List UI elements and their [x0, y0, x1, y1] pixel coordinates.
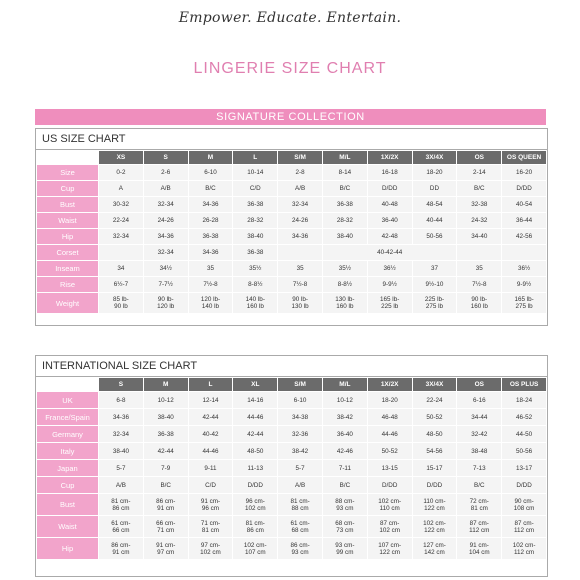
table-cell: 38-48 — [457, 443, 501, 459]
us-chart-title: US SIZE CHART — [36, 129, 547, 150]
column-header: XL — [233, 378, 277, 391]
table-row — [37, 538, 546, 559]
column-header: OS QUEEN — [502, 151, 546, 164]
table-cell: 7-11 — [323, 460, 367, 476]
table-cell: 32-34 — [99, 229, 143, 244]
table-cell: 10-12 — [144, 392, 188, 408]
row-label: Rise — [37, 277, 98, 292]
table-cell: 120 lb- 140 lb — [189, 293, 233, 313]
table-row — [37, 409, 546, 425]
table-cell: 86 cm- 91 cm — [99, 538, 143, 559]
table-cell: 24-26 — [278, 213, 322, 228]
column-header: M — [144, 378, 188, 391]
table-cell: C/D — [233, 181, 277, 196]
column-header: 1X/2X — [368, 151, 412, 164]
table-cell: 165 lb- 275 lb — [502, 293, 546, 313]
table-cell: 9-11 — [189, 460, 233, 476]
row-label: Bust — [37, 197, 98, 212]
table-cell: B/C — [457, 477, 501, 493]
table-cell: 61 cm- 66 cm — [99, 516, 143, 537]
table-cell: 40-42 — [189, 426, 233, 442]
table-cell: 87 cm- 112 cm — [502, 516, 546, 537]
table-cell: 28-32 — [233, 213, 277, 228]
table-cell: 32-42 — [457, 426, 501, 442]
table-cell: 5-7 — [278, 460, 322, 476]
table-cell: 61 cm- 68 cm — [278, 516, 322, 537]
table-cell: 2-8 — [278, 165, 322, 180]
table-cell: 40-44 — [413, 213, 457, 228]
table-cell: 34-36 — [189, 197, 233, 212]
table-cell: D/DD — [413, 477, 457, 493]
row-label: Italy — [37, 443, 98, 459]
table-cell: 7½-8 — [278, 277, 322, 292]
table-cell: 13-17 — [502, 460, 546, 476]
table-cell: 36-38 — [233, 197, 277, 212]
table-cell: 36-38 — [233, 245, 277, 260]
table-cell: 96 cm- 102 cm — [233, 494, 277, 515]
table-cell: 35 — [189, 261, 233, 276]
table-cell: B/C — [323, 477, 367, 493]
table-cell: 81 cm- 86 cm — [233, 516, 277, 537]
us-size-table — [36, 150, 547, 314]
table-cell: A/B — [144, 181, 188, 196]
table-cell: 14-16 — [233, 392, 277, 408]
column-header: S/M — [278, 378, 322, 391]
table-cell: 34 — [99, 261, 143, 276]
table-cell: 36½ — [368, 261, 412, 276]
collection-banner: SIGNATURE COLLECTION — [35, 109, 546, 125]
table-row — [37, 229, 546, 244]
table-cell: 68 cm- 73 cm — [323, 516, 367, 537]
table-cell: 36½ — [502, 261, 546, 276]
table-cell: 11-13 — [233, 460, 277, 476]
table-cell: 46-52 — [502, 409, 546, 425]
table-cell: 40-42-44 — [323, 245, 456, 260]
table-cell: 36-38 — [189, 229, 233, 244]
table-cell: 225 lb- 275 lb — [413, 293, 457, 313]
table-cell: C/D — [189, 477, 233, 493]
table-cell: 38-42 — [323, 409, 367, 425]
table-cell: 42-56 — [502, 229, 546, 244]
table-cell: 86 cm- 91 cm — [144, 494, 188, 515]
table-cell: 9-9½ — [502, 277, 546, 292]
table-cell: 22-24 — [413, 392, 457, 408]
table-cell: 87 cm- 112 cm — [457, 516, 501, 537]
table-cell: 9-9½ — [368, 277, 412, 292]
intl-chart-title: INTERNATIONAL SIZE CHART — [36, 356, 547, 377]
table-cell: 44-46 — [233, 409, 277, 425]
table-cell: 22-24 — [99, 213, 143, 228]
table-cell: 107 cm- 122 cm — [368, 538, 412, 559]
table-cell: 127 cm- 142 cm — [413, 538, 457, 559]
table-cell: 72 cm- 81 cm — [457, 494, 501, 515]
table-row — [37, 213, 546, 228]
table-cell: A/B — [278, 477, 322, 493]
table-cell: 6½-7 — [99, 277, 143, 292]
row-label: Size — [37, 165, 98, 180]
table-cell: 35½ — [323, 261, 367, 276]
table-cell: 81 cm- 86 cm — [99, 494, 143, 515]
table-cell: 18-20 — [368, 392, 412, 408]
table-cell: 91 cm- 97 cm — [144, 538, 188, 559]
table-cell: 90 cm- 108 cm — [502, 494, 546, 515]
table-cell: 35½ — [233, 261, 277, 276]
column-header: 3X/4X — [413, 151, 457, 164]
table-cell: 10-12 — [323, 392, 367, 408]
table-row — [37, 245, 546, 260]
table-row — [37, 277, 546, 292]
column-header: OS — [457, 378, 501, 391]
table-cell: 50-52 — [413, 409, 457, 425]
table-row — [37, 181, 546, 196]
table-cell: 110 cm- 122 cm — [413, 494, 457, 515]
table-cell: D/DD — [502, 181, 546, 196]
table-cell: 165 lb- 225 lb — [368, 293, 412, 313]
column-header: S — [144, 151, 188, 164]
table-row — [37, 477, 546, 493]
row-label: Germany — [37, 426, 98, 442]
table-cell: 34-40 — [457, 229, 501, 244]
table-row — [37, 494, 546, 515]
table-cell: 102 cm- 107 cm — [233, 538, 277, 559]
column-header: 3X/4X — [413, 378, 457, 391]
table-cell: 6-8 — [99, 392, 143, 408]
row-label: Inseam — [37, 261, 98, 276]
column-header: OS — [457, 151, 501, 164]
table-corner — [37, 151, 98, 164]
table-cell: 44-50 — [502, 426, 546, 442]
table-cell: 36-40 — [323, 426, 367, 442]
table-cell: 18-24 — [502, 392, 546, 408]
table-cell: 13-15 — [368, 460, 412, 476]
table-cell: 40-48 — [368, 197, 412, 212]
table-cell: D/DD — [368, 181, 412, 196]
column-header: M/L — [323, 151, 367, 164]
table-cell: 34½ — [144, 261, 188, 276]
table-cell: 8-8½ — [233, 277, 277, 292]
table-cell: 6-10 — [278, 392, 322, 408]
table-cell — [278, 245, 322, 260]
table-cell: 90 lb- 130 lb — [278, 293, 322, 313]
table-cell: 7½-8 — [457, 277, 501, 292]
table-row — [37, 197, 546, 212]
table-row — [37, 392, 546, 408]
table-cell: 9½-10 — [413, 277, 457, 292]
table-row — [37, 261, 546, 276]
table-cell: 40-54 — [502, 197, 546, 212]
table-cell: 38-40 — [99, 443, 143, 459]
table-cell: 50-52 — [368, 443, 412, 459]
table-cell: 87 cm- 102 cm — [368, 516, 412, 537]
table-cell: 34-36 — [99, 409, 143, 425]
table-cell: 38-40 — [323, 229, 367, 244]
table-cell: 32-38 — [457, 197, 501, 212]
table-cell: 71 cm- 81 cm — [189, 516, 233, 537]
table-cell: 102 cm- 112 cm — [502, 538, 546, 559]
table-cell: 2-14 — [457, 165, 501, 180]
table-cell: 32-34 — [144, 245, 188, 260]
table-cell: B/C — [323, 181, 367, 196]
row-label: UK — [37, 392, 98, 408]
table-cell: 15-17 — [413, 460, 457, 476]
table-row — [37, 443, 546, 459]
table-cell: A/B — [278, 181, 322, 196]
table-cell: 38-40 — [233, 229, 277, 244]
table-row — [37, 426, 546, 442]
table-cell: 44-46 — [368, 426, 412, 442]
table-cell: 36-40 — [368, 213, 412, 228]
row-label: Bust — [37, 494, 98, 515]
table-cell: 7-7½ — [144, 277, 188, 292]
table-cell: D/DD — [368, 477, 412, 493]
table-cell: 81 cm- 88 cm — [278, 494, 322, 515]
row-label: Hip — [37, 538, 98, 559]
table-cell: 30-32 — [99, 197, 143, 212]
table-cell — [457, 245, 501, 260]
row-label: France/Spain — [37, 409, 98, 425]
table-cell: 85 lb- 90 lb — [99, 293, 143, 313]
table-cell: 42-44 — [233, 426, 277, 442]
table-cell: 34-36 — [189, 245, 233, 260]
table-cell: 2-6 — [144, 165, 188, 180]
table-cell: 130 lb- 160 lb — [323, 293, 367, 313]
table-cell: 42-48 — [368, 229, 412, 244]
table-cell — [502, 245, 546, 260]
table-cell: 36-38 — [323, 197, 367, 212]
table-cell: 0-2 — [99, 165, 143, 180]
table-cell: 48-54 — [413, 197, 457, 212]
table-cell: 91 cm- 104 cm — [457, 538, 501, 559]
table-cell: 90 lb- 160 lb — [457, 293, 501, 313]
table-cell: 140 lb- 160 lb — [233, 293, 277, 313]
table-cell: 6-16 — [457, 392, 501, 408]
column-header: S/M — [278, 151, 322, 164]
column-header: L — [189, 378, 233, 391]
table-cell: 16-18 — [368, 165, 412, 180]
table-cell: 34-38 — [278, 409, 322, 425]
table-row — [37, 516, 546, 537]
row-label: Corset — [37, 245, 98, 260]
table-cell: 36-44 — [502, 213, 546, 228]
table-cell: D/DD — [233, 477, 277, 493]
column-header: S — [99, 378, 143, 391]
table-cell: 16-20 — [502, 165, 546, 180]
table-cell: 32-36 — [278, 426, 322, 442]
table-cell: A — [99, 181, 143, 196]
table-cell: 18-20 — [413, 165, 457, 180]
table-cell: 97 cm- 102 cm — [189, 538, 233, 559]
table-cell: 6-10 — [189, 165, 233, 180]
row-label: Waist — [37, 516, 98, 537]
table-cell: 32-34 — [99, 426, 143, 442]
table-cell: A/B — [99, 477, 143, 493]
table-cell: 36-38 — [144, 426, 188, 442]
column-header: M/L — [323, 378, 367, 391]
row-label: Japan — [37, 460, 98, 476]
table-cell: 86 cm- 93 cm — [278, 538, 322, 559]
table-cell: 35 — [278, 261, 322, 276]
table-cell: 35 — [457, 261, 501, 276]
column-header: XS — [99, 151, 143, 164]
table-cell: 42-46 — [323, 443, 367, 459]
table-cell: 102 cm- 122 cm — [413, 516, 457, 537]
table-cell: 44-46 — [189, 443, 233, 459]
page-title: LINGERIE SIZE CHART — [193, 60, 387, 77]
table-cell: B/C — [457, 181, 501, 196]
international-size-chart — [35, 355, 548, 577]
table-corner — [37, 378, 98, 391]
table-cell: 26-28 — [189, 213, 233, 228]
table-row — [37, 293, 546, 313]
table-cell: 42-44 — [189, 409, 233, 425]
table-cell: 93 cm- 99 cm — [323, 538, 367, 559]
table-cell: 24-32 — [457, 213, 501, 228]
intl-size-table — [36, 377, 547, 560]
table-cell: D/DD — [502, 477, 546, 493]
table-cell: B/C — [189, 181, 233, 196]
table-cell: 48-50 — [233, 443, 277, 459]
table-cell: 54-56 — [413, 443, 457, 459]
table-cell: 88 cm- 93 cm — [323, 494, 367, 515]
table-cell: 24-26 — [144, 213, 188, 228]
table-cell: 90 lb- 120 lb — [144, 293, 188, 313]
table-cell: 12-14 — [189, 392, 233, 408]
row-label: Waist — [37, 213, 98, 228]
table-cell: 5-7 — [99, 460, 143, 476]
table-cell: 7-13 — [457, 460, 501, 476]
table-cell: 37 — [413, 261, 457, 276]
table-cell — [99, 245, 143, 260]
table-cell: 7½-8 — [189, 277, 233, 292]
table-cell: 7-9 — [144, 460, 188, 476]
column-header: L — [233, 151, 277, 164]
table-cell: 38-42 — [278, 443, 322, 459]
table-cell: 34-36 — [278, 229, 322, 244]
table-cell: 8-14 — [323, 165, 367, 180]
row-label: Cup — [37, 477, 98, 493]
table-cell: 46-48 — [368, 409, 412, 425]
table-cell: 8-8½ — [323, 277, 367, 292]
table-cell: DD — [413, 181, 457, 196]
column-header: 1X/2X — [368, 378, 412, 391]
table-cell: 48-50 — [413, 426, 457, 442]
table-cell: 66 cm- 71 cm — [144, 516, 188, 537]
column-header: OS PLUS — [502, 378, 546, 391]
table-cell: 32-34 — [144, 197, 188, 212]
row-label: Hip — [37, 229, 98, 244]
row-label: Cup — [37, 181, 98, 196]
brand-tagline: Empower. Educate. Entertain. — [178, 10, 402, 26]
table-cell: 38-40 — [144, 409, 188, 425]
us-size-chart — [35, 128, 548, 326]
table-cell: 102 cm- 110 cm — [368, 494, 412, 515]
table-cell: 32-34 — [278, 197, 322, 212]
table-cell: 34-36 — [144, 229, 188, 244]
table-cell: 91 cm- 96 cm — [189, 494, 233, 515]
table-row — [37, 460, 546, 476]
table-cell: 50-56 — [502, 443, 546, 459]
row-label: Weight — [37, 293, 98, 313]
column-header: M — [189, 151, 233, 164]
table-row — [37, 165, 546, 180]
table-cell: 28-32 — [323, 213, 367, 228]
table-cell: 34-44 — [457, 409, 501, 425]
table-cell: B/C — [144, 477, 188, 493]
table-cell: 50-56 — [413, 229, 457, 244]
table-cell: 42-44 — [144, 443, 188, 459]
table-cell: 10-14 — [233, 165, 277, 180]
